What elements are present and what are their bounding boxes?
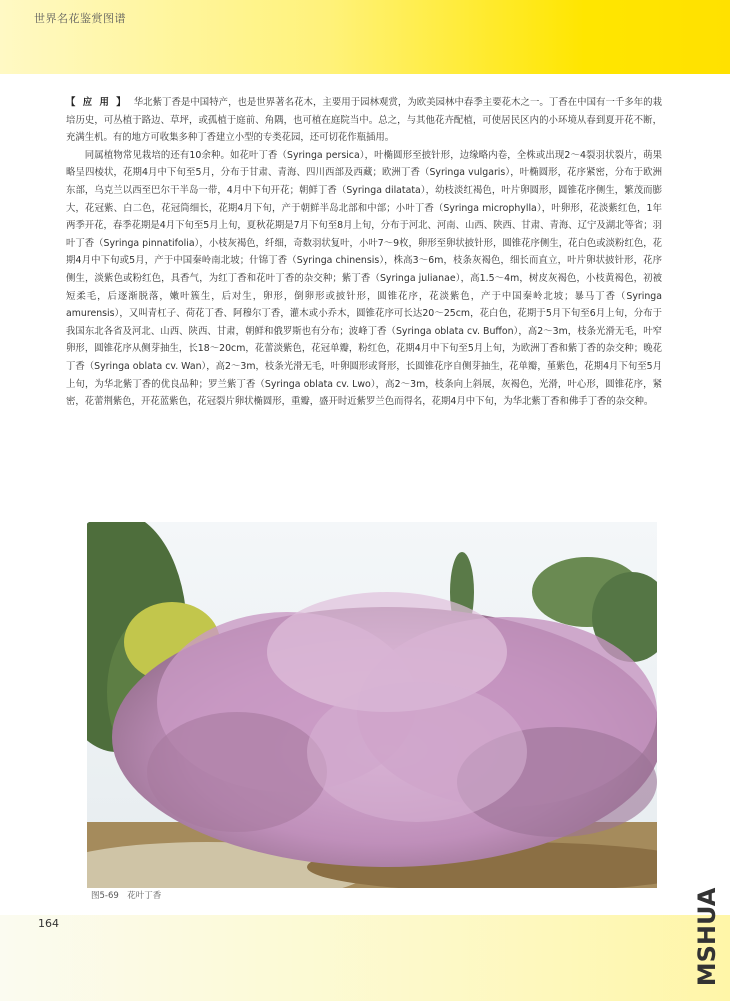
section-label: 【 应 用 】 <box>66 97 128 108</box>
paragraph-text: 华北紫丁香是中国特产，也是世界著名花木，主要用于园林观赏，为欧美园林中春季主要花木之一。丁香在中国有一千多年的栽培历史，可丛植于路边、草坪，或孤植于庭前、角隅，也可植在庭院当中。总之，与其他花卉配植，可使居民区内的小环境从春到夏开花不断，充满生机。有的地方可收集多种丁香建立小型的专类花园，还可切花作瓶插用。 <box>66 97 662 144</box>
lilac-bush-illustration <box>87 522 657 888</box>
lilac-photo <box>87 522 657 888</box>
bush-center-bloom <box>307 682 527 822</box>
figure-caption: 图5-69 花叶丁香 <box>91 891 162 901</box>
article-body <box>66 94 662 411</box>
footer-band <box>0 915 730 1001</box>
watermark-text: MSHUA <box>693 887 721 987</box>
page-number: 164 <box>38 917 59 930</box>
watermark-logo <box>692 882 724 992</box>
bush-shadow-left <box>147 712 327 832</box>
book-title: 世界名花鉴赏图谱 <box>34 12 126 25</box>
paragraph-species: 同属植物常见栽培的还有10余种。如花叶丁香（Syringa persica），叶椭圆形至披针形，边缘略内卷，全株或出现2～4裂羽状裂片，萌果略呈四棱状，花期4月中下旬至5月，分布于甘肃、青海、四川西部及西藏；欧洲丁香（Syringa vulgaris），叶椭圆形，花序紧密，分布于欧洲东部，乌克兰以西至巴尔干半岛一带，4月中下旬开花；朝鲜丁香（Syringa dilatata），幼枝淡红褐色，叶片卵圆形，圆锥花序侧生，繁茂而膨大，花冠紫、白二色，花冠筒细长，花期4月下旬，产于朝鲜半岛北部和中部；小叶丁香（Syringa microphylla），叶卵形，花淡紫红色，1年两季开花，春季花期是4月下旬至5月上旬，夏秋花期是7月下旬至8月上旬，分布于河北、河南、山西、陕西、甘肃、青海、辽宁及湖北等省；羽叶丁香（Syringa pinnatifolia），小枝灰褐色，纤细，奇数羽状复叶，小叶7～9枚，卵形至卵状披针形，圆锥花序侧生，花白色或淡粉红色，花期4月中下旬或5月，产于中国秦岭南北坡；什锦丁香（Syringa chinensis），株高3～6m，枝条灰褐色，细长而直立，叶片卵状披针形，花序侧生，淡紫色或粉红色，具香气，为红丁香和花叶丁香的杂交种；紫丁香（Syringa julianae），高1.5～4m，树皮灰褐色，小枝黄褐色，初被短柔毛，后逐渐脱落，嫩叶簇生，后对生，卵形，倒卵形或披针形，圆锥花序，花淡紫色，产于中国秦岭北坡；暴马丁香（Syringa amurensis），又叫青杠子、荷花丁香、阿穆尔丁香，灌木或小乔木，圆锥花序可长达20～25cm，花白色，花期于5月下旬至6月上旬，分布于我国东北各省及河北、山西、陕西、甘肃，朝鲜和俄罗斯也有分布；波峰丁香（Syringa oblata cv. Buffon），高2～3m，枝条光滑无毛，叶窄卵形，圆锥花序从侧芽抽生，长18～20cm，花蕾淡紫色，花冠单瓣，粉红色，花期4月中下旬至5月上旬，为欧洲丁香和紫丁香的杂交种；晚花丁香（Syringa oblata cv. Wan），高2～3m，枝条光滑无毛，叶卵圆形或肾形，长圆锥花序自侧芽抽生，花单瓣，堇紫色，花期4月下旬至5月上旬，为华北紫丁香的优良品种；罗兰紫丁香（Syringa oblata cv. Lwo），高2～3m，枝条向上斜展，灰褐色，光滑，叶心形，圆锥花序，紧密，花蕾荆紫色，开花蓝紫色，花冠裂片卵状椭圆形，重瓣，盛开时近紫罗兰色而得名，花期4月中下旬，为华北紫丁香和佛手丁香的杂交种。 <box>66 149 662 408</box>
paragraph-application <box>66 94 662 147</box>
